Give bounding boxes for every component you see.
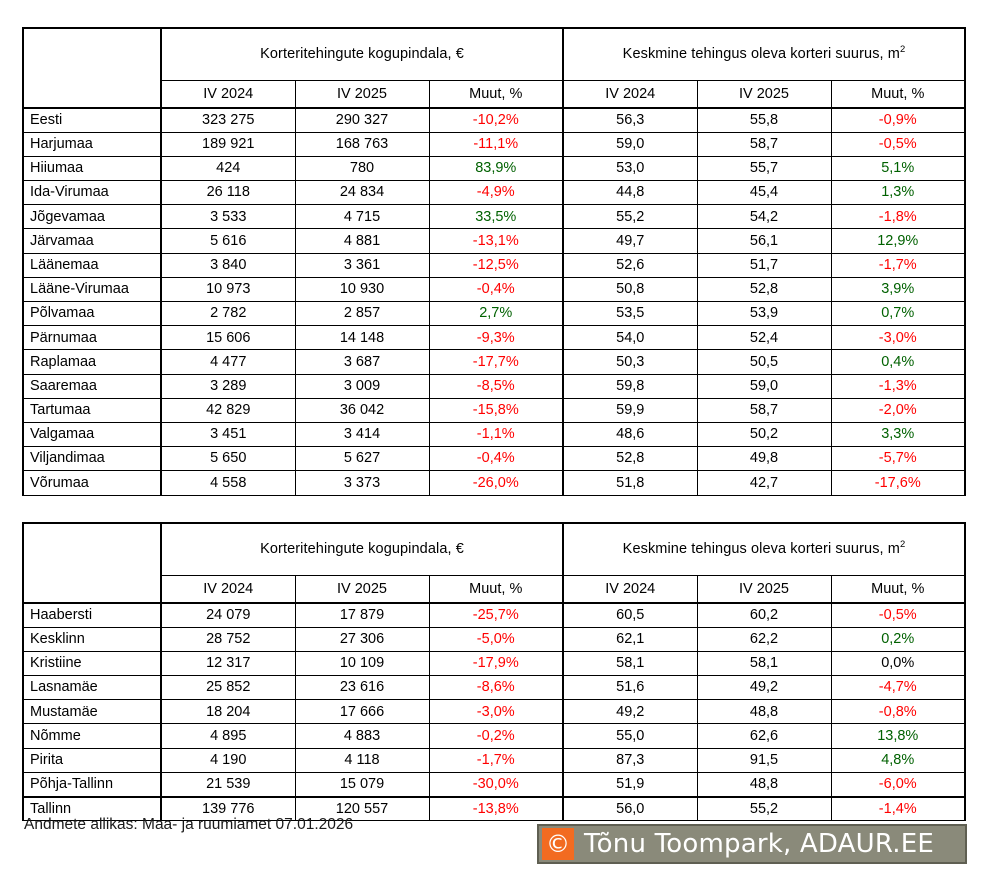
row-label-tartumaa: Tartumaa xyxy=(23,398,161,422)
cell-area-2025: 24 834 xyxy=(295,181,429,205)
cell-size-2024: 50,8 xyxy=(563,277,697,301)
table-row xyxy=(23,181,965,205)
cell-size-change: 1,3% xyxy=(831,181,965,205)
table-row xyxy=(23,229,965,253)
group-header-total-area: Korteritehingute kogupindala, € xyxy=(161,523,563,575)
cell-area-change: -30,0% xyxy=(429,772,563,796)
cell-size-2025: 52,4 xyxy=(697,326,831,350)
cell-area-2024: 24 079 xyxy=(161,603,295,627)
cell-area-2024: 15 606 xyxy=(161,326,295,350)
cell-size-2025: 52,8 xyxy=(697,277,831,301)
cell-size-2024: 44,8 xyxy=(563,181,697,205)
cell-size-2024: 60,5 xyxy=(563,603,697,627)
cell-area-change: -3,0% xyxy=(429,700,563,724)
cell-size-2024: 48,6 xyxy=(563,422,697,446)
cell-area-2024: 5 650 xyxy=(161,447,295,471)
table-row xyxy=(23,676,965,700)
cell-area-2025: 2 857 xyxy=(295,302,429,326)
tallinn-districts-table-header xyxy=(23,523,965,603)
cell-size-2024: 50,3 xyxy=(563,350,697,374)
cell-size-2025: 49,2 xyxy=(697,676,831,700)
cell-area-2025: 10 930 xyxy=(295,277,429,301)
subheader-size-change: Muut, % xyxy=(831,575,965,603)
cell-size-2024: 59,9 xyxy=(563,398,697,422)
cell-size-change: -1,7% xyxy=(831,253,965,277)
cell-size-change: -5,7% xyxy=(831,447,965,471)
table-row xyxy=(23,748,965,772)
row-label-l-nemaa: Läänemaa xyxy=(23,253,161,277)
table-row xyxy=(23,108,965,132)
cell-size-2024: 59,8 xyxy=(563,374,697,398)
cell-area-2024: 139 776 xyxy=(161,797,295,821)
row-label-j-rvamaa: Järvamaa xyxy=(23,229,161,253)
counties-table-body xyxy=(23,108,965,495)
cell-area-change: -17,7% xyxy=(429,350,563,374)
cell-area-change: -17,9% xyxy=(429,651,563,675)
cell-area-change: -1,1% xyxy=(429,422,563,446)
table-row xyxy=(23,447,965,471)
cell-area-2025: 3 009 xyxy=(295,374,429,398)
cell-size-2025: 50,5 xyxy=(697,350,831,374)
row-label-n-mme: Nõmme xyxy=(23,724,161,748)
cell-size-2024: 55,2 xyxy=(563,205,697,229)
tallinn-districts-table-container xyxy=(22,522,966,821)
watermark-logo-text: Tõnu Toompark, ADAUR.EE xyxy=(584,829,934,859)
table-row xyxy=(23,374,965,398)
subheader-size-change: Muut, % xyxy=(831,80,965,108)
cell-area-change: -13,1% xyxy=(429,229,563,253)
cell-size-2025: 58,7 xyxy=(697,398,831,422)
table-row xyxy=(23,700,965,724)
table-row xyxy=(23,398,965,422)
cell-size-change: -2,0% xyxy=(831,398,965,422)
cell-size-2025: 55,8 xyxy=(697,108,831,132)
cell-area-2024: 12 317 xyxy=(161,651,295,675)
row-label-viljandimaa: Viljandimaa xyxy=(23,447,161,471)
cell-size-2024: 51,9 xyxy=(563,772,697,796)
cell-size-2024: 62,1 xyxy=(563,627,697,651)
cell-area-2024: 4 477 xyxy=(161,350,295,374)
group-header-avg-size-label: Keskmine tehingus oleva korteri suurus, m xyxy=(622,541,900,557)
cell-area-2024: 3 451 xyxy=(161,422,295,446)
cell-size-change: 5,1% xyxy=(831,156,965,180)
subheader-area-2024: IV 2024 xyxy=(161,80,295,108)
cell-size-2025: 55,2 xyxy=(697,797,831,821)
cell-size-2025: 56,1 xyxy=(697,229,831,253)
cell-area-2025: 15 079 xyxy=(295,772,429,796)
cell-area-2025: 168 763 xyxy=(295,132,429,156)
row-label-kesklinn: Kesklinn xyxy=(23,627,161,651)
cell-size-change: 4,8% xyxy=(831,748,965,772)
cell-size-2025: 48,8 xyxy=(697,700,831,724)
cell-area-change: -0,2% xyxy=(429,724,563,748)
table-row xyxy=(23,302,965,326)
cell-size-2024: 52,8 xyxy=(563,447,697,471)
cell-area-2024: 2 782 xyxy=(161,302,295,326)
cell-size-2024: 56,0 xyxy=(563,797,697,821)
cell-size-2024: 59,0 xyxy=(563,132,697,156)
cell-area-change: -5,0% xyxy=(429,627,563,651)
cell-area-change: -15,8% xyxy=(429,398,563,422)
group-header-avg-size xyxy=(563,28,965,80)
cell-area-change: -13,8% xyxy=(429,797,563,821)
table-row xyxy=(23,253,965,277)
subheader-size-2024: IV 2024 xyxy=(563,575,697,603)
cell-size-2025: 58,7 xyxy=(697,132,831,156)
cell-size-2024: 58,1 xyxy=(563,651,697,675)
cell-size-2024: 55,0 xyxy=(563,724,697,748)
cell-area-2025: 780 xyxy=(295,156,429,180)
cell-area-2024: 26 118 xyxy=(161,181,295,205)
table-row xyxy=(23,724,965,748)
cell-area-2025: 290 327 xyxy=(295,108,429,132)
cell-area-change: -4,9% xyxy=(429,181,563,205)
cell-size-change: -1,4% xyxy=(831,797,965,821)
cell-size-2025: 42,7 xyxy=(697,471,831,495)
counties-table-header xyxy=(23,28,965,108)
group-header-row xyxy=(23,523,965,575)
counties-table xyxy=(22,27,966,496)
cell-size-change: -17,6% xyxy=(831,471,965,495)
cell-area-2024: 4 558 xyxy=(161,471,295,495)
cell-size-change: -1,8% xyxy=(831,205,965,229)
cell-size-2024: 87,3 xyxy=(563,748,697,772)
cell-size-change: -1,3% xyxy=(831,374,965,398)
cell-size-2025: 62,6 xyxy=(697,724,831,748)
cell-size-change: 3,9% xyxy=(831,277,965,301)
subheader-area-2025: IV 2025 xyxy=(295,80,429,108)
cell-area-2024: 25 852 xyxy=(161,676,295,700)
cell-size-2024: 51,6 xyxy=(563,676,697,700)
cell-size-change: 12,9% xyxy=(831,229,965,253)
cell-size-change: -0,5% xyxy=(831,132,965,156)
cell-size-2025: 54,2 xyxy=(697,205,831,229)
cell-area-2024: 189 921 xyxy=(161,132,295,156)
table-row xyxy=(23,422,965,446)
cell-area-change: -26,0% xyxy=(429,471,563,495)
cell-area-change: -1,7% xyxy=(429,748,563,772)
group-header-avg-size xyxy=(563,523,965,575)
row-label-eesti: Eesti xyxy=(23,108,161,132)
watermark-logo xyxy=(537,824,967,864)
cell-size-2025: 58,1 xyxy=(697,651,831,675)
subheader-area-2024: IV 2024 xyxy=(161,575,295,603)
cell-size-2024: 49,7 xyxy=(563,229,697,253)
table-row xyxy=(23,603,965,627)
cell-area-2025: 17 879 xyxy=(295,603,429,627)
cell-area-2025: 36 042 xyxy=(295,398,429,422)
cell-area-2025: 3 361 xyxy=(295,253,429,277)
sub-header-row xyxy=(23,575,965,603)
cell-size-2025: 45,4 xyxy=(697,181,831,205)
group-header-total-area: Korteritehingute kogupindala, € xyxy=(161,28,563,80)
copyright-icon: © xyxy=(542,828,574,860)
table-row xyxy=(23,205,965,229)
subheader-area-change: Muut, % xyxy=(429,80,563,108)
cell-area-change: -8,5% xyxy=(429,374,563,398)
cell-area-2024: 3 533 xyxy=(161,205,295,229)
cell-size-2025: 53,9 xyxy=(697,302,831,326)
cell-size-2025: 48,8 xyxy=(697,772,831,796)
row-label-ida-virumaa: Ida-Virumaa xyxy=(23,181,161,205)
subheader-area-2025: IV 2025 xyxy=(295,575,429,603)
cell-size-change: 0,4% xyxy=(831,350,965,374)
row-label-valgamaa: Valgamaa xyxy=(23,422,161,446)
cell-area-change: -9,3% xyxy=(429,326,563,350)
cell-area-2024: 4 190 xyxy=(161,748,295,772)
cell-area-2024: 10 973 xyxy=(161,277,295,301)
cell-area-2025: 27 306 xyxy=(295,627,429,651)
sub-header-row xyxy=(23,80,965,108)
cell-size-change: -4,7% xyxy=(831,676,965,700)
cell-area-change: -0,4% xyxy=(429,277,563,301)
cell-size-change: -0,8% xyxy=(831,700,965,724)
cell-area-2025: 5 627 xyxy=(295,447,429,471)
tallinn-districts-table-body xyxy=(23,603,965,821)
source-note: Andmete allikas: Maa- ja ruumiamet 07.01.2026 xyxy=(24,816,354,833)
table-row xyxy=(23,277,965,301)
cell-area-change: 2,7% xyxy=(429,302,563,326)
cell-size-2025: 51,7 xyxy=(697,253,831,277)
table-row xyxy=(23,326,965,350)
row-label-saaremaa: Saaremaa xyxy=(23,374,161,398)
subheader-size-2025: IV 2025 xyxy=(697,575,831,603)
row-label-p-lvamaa: Põlvamaa xyxy=(23,302,161,326)
avg-size-superscript: 2 xyxy=(899,538,906,550)
subheader-size-2025: IV 2025 xyxy=(697,80,831,108)
row-label-tallinn: Tallinn xyxy=(23,797,161,821)
corner-cell xyxy=(23,523,161,603)
cell-area-change: -25,7% xyxy=(429,603,563,627)
table-row xyxy=(23,471,965,495)
cell-area-2024: 28 752 xyxy=(161,627,295,651)
cell-area-change: 33,5% xyxy=(429,205,563,229)
cell-size-2025: 55,7 xyxy=(697,156,831,180)
table-row xyxy=(23,350,965,374)
row-label-raplamaa: Raplamaa xyxy=(23,350,161,374)
cell-area-2025: 4 881 xyxy=(295,229,429,253)
table-row xyxy=(23,132,965,156)
cell-size-2025: 91,5 xyxy=(697,748,831,772)
row-label-kristiine: Kristiine xyxy=(23,651,161,675)
cell-area-2024: 4 895 xyxy=(161,724,295,748)
cell-area-2025: 10 109 xyxy=(295,651,429,675)
cell-size-2024: 53,0 xyxy=(563,156,697,180)
cell-area-change: -0,4% xyxy=(429,447,563,471)
cell-area-2025: 4 118 xyxy=(295,748,429,772)
cell-size-2025: 59,0 xyxy=(697,374,831,398)
cell-size-2024: 52,6 xyxy=(563,253,697,277)
row-label-l-ne-virumaa: Lääne-Virumaa xyxy=(23,277,161,301)
cell-size-2024: 51,8 xyxy=(563,471,697,495)
cell-size-2025: 60,2 xyxy=(697,603,831,627)
cell-area-2025: 3 687 xyxy=(295,350,429,374)
cell-size-change: 0,0% xyxy=(831,651,965,675)
group-header-avg-size-label: Keskmine tehingus oleva korteri suurus, m xyxy=(622,46,900,62)
subheader-size-2024: IV 2024 xyxy=(563,80,697,108)
tallinn-districts-table xyxy=(22,522,966,821)
cell-size-2025: 62,2 xyxy=(697,627,831,651)
cell-area-2024: 424 xyxy=(161,156,295,180)
row-label-harjumaa: Harjumaa xyxy=(23,132,161,156)
cell-size-2024: 54,0 xyxy=(563,326,697,350)
cell-area-2025: 4 715 xyxy=(295,205,429,229)
cell-area-change: -11,1% xyxy=(429,132,563,156)
cell-area-2024: 42 829 xyxy=(161,398,295,422)
cell-area-2025: 23 616 xyxy=(295,676,429,700)
cell-area-2025: 3 414 xyxy=(295,422,429,446)
row-label-pirita: Pirita xyxy=(23,748,161,772)
table-row xyxy=(23,651,965,675)
cell-size-change: 0,2% xyxy=(831,627,965,651)
cell-size-change: -3,0% xyxy=(831,326,965,350)
row-label-hiiumaa: Hiiumaa xyxy=(23,156,161,180)
cell-size-2025: 49,8 xyxy=(697,447,831,471)
cell-size-change: 0,7% xyxy=(831,302,965,326)
avg-size-superscript: 2 xyxy=(899,43,906,55)
table-row xyxy=(23,156,965,180)
cell-size-change: 3,3% xyxy=(831,422,965,446)
row-label-p-rnumaa: Pärnumaa xyxy=(23,326,161,350)
cell-size-2024: 49,2 xyxy=(563,700,697,724)
row-label-haabersti: Haabersti xyxy=(23,603,161,627)
cell-area-2025: 4 883 xyxy=(295,724,429,748)
row-label-v-rumaa: Võrumaa xyxy=(23,471,161,495)
cell-area-change: -10,2% xyxy=(429,108,563,132)
row-label-j-gevamaa: Jõgevamaa xyxy=(23,205,161,229)
row-label-p-hja-tallinn: Põhja-Tallinn xyxy=(23,772,161,796)
cell-area-2024: 18 204 xyxy=(161,700,295,724)
cell-area-2024: 3 840 xyxy=(161,253,295,277)
group-header-row xyxy=(23,28,965,80)
cell-area-change: -8,6% xyxy=(429,676,563,700)
cell-area-2024: 323 275 xyxy=(161,108,295,132)
cell-size-2024: 56,3 xyxy=(563,108,697,132)
cell-size-change: 13,8% xyxy=(831,724,965,748)
row-label-lasnam-e: Lasnamäe xyxy=(23,676,161,700)
cell-size-change: -6,0% xyxy=(831,772,965,796)
corner-cell xyxy=(23,28,161,108)
cell-area-change: -12,5% xyxy=(429,253,563,277)
cell-area-2025: 14 148 xyxy=(295,326,429,350)
cell-size-2024: 53,5 xyxy=(563,302,697,326)
cell-area-2024: 21 539 xyxy=(161,772,295,796)
cell-area-2025: 17 666 xyxy=(295,700,429,724)
cell-area-2025: 120 557 xyxy=(295,797,429,821)
table-row xyxy=(23,627,965,651)
cell-area-2025: 3 373 xyxy=(295,471,429,495)
cell-area-2024: 5 616 xyxy=(161,229,295,253)
cell-area-change: 83,9% xyxy=(429,156,563,180)
cell-area-2024: 3 289 xyxy=(161,374,295,398)
row-label-mustam-e: Mustamäe xyxy=(23,700,161,724)
cell-size-change: -0,5% xyxy=(831,603,965,627)
table-row xyxy=(23,772,965,796)
cell-size-change: -0,9% xyxy=(831,108,965,132)
subheader-area-change: Muut, % xyxy=(429,575,563,603)
counties-table-container xyxy=(22,27,966,496)
cell-size-2025: 50,2 xyxy=(697,422,831,446)
